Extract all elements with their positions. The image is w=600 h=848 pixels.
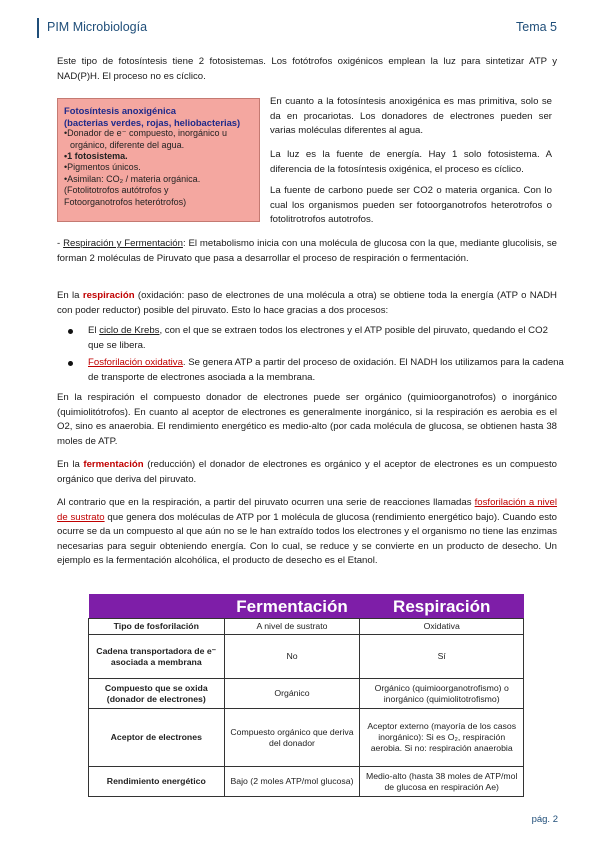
resp-ferm-prefix: -	[57, 238, 64, 249]
box-line: •Asimilan: CO₂ / materia orgánica.	[64, 173, 201, 184]
header-title: PIM Microbiología	[47, 20, 148, 34]
table-row	[89, 679, 524, 709]
respiracion-pre: En la	[57, 290, 83, 301]
list-item	[66, 356, 564, 385]
table-cell: A nivel de sustrato	[224, 619, 360, 635]
respiracion-post: (oxidación: paso de electrones de una molécula a otra) se obtiene toda la energía (ATP o NADH con poder reductor) posible del piruvato. Esto lo hace gracias a dos procesos:	[57, 290, 557, 316]
table-cell: Orgánico (quimioorganotrofismo) o inorgánico (quimiolitotrofismo)	[360, 679, 524, 709]
row-header: Cadena transportadora de e⁻ asociada a membrana	[89, 635, 225, 679]
contrario-post: que genera dos moléculas de ATP por 1 molécula de glucosa (rendimiento energético bajo). Cuando esto ocurre se da un compuesto al que aún no se le han extraído todos los electrones y el organismo no tiene las enzimas necesarias para seguir obteniendo energía. Con lo cual, se reduce y se convierte en un producto de desecho. Un ejemplo es la fermentación alcohólica, el producto de desecho es el Etanol.	[57, 511, 558, 567]
table-row	[89, 619, 524, 635]
bullet-dot-icon	[68, 329, 73, 334]
row-header: Compuesto que se oxida (donador de electrones)	[89, 679, 225, 709]
contrario-paragraph	[57, 496, 557, 569]
anoxygenic-summary-box	[57, 98, 260, 222]
table-row	[89, 767, 524, 797]
table-row	[89, 709, 524, 767]
right-column-p2: La luz es la fuente de energía. Hay 1 solo fotosistema. A diferencia de la fotosíntesis oxigénica, el proceso es cíclico.	[270, 149, 552, 175]
table-header-respiracion: Respiración	[360, 594, 524, 619]
donador-paragraph: En la respiración el compuesto donador de electrones puede ser orgánico (quimioorganotrofos) o inorgánico (quimiolitótrofos). En cuanto al aceptor de electrones es generalmente inorgánico, si la respiración es aerobia es el O2, sino es anaerobia. El rendimiento energético es medio-alto (por cada molécula de glucosa, se obtienen hasta 38 moles de ATP.	[57, 392, 557, 447]
table-cell: Orgánico	[224, 679, 360, 709]
box-line: •Donador de e⁻ compuesto, inorgánico u	[64, 128, 228, 139]
box-line: •Pigmentos únicos.	[64, 162, 141, 173]
contrario-pre: Al contrario que en la respiración, a partir del piruvato ocurren una serie de reacciones llamadas	[57, 497, 475, 508]
resp-ferm-text: : El metabolismo inicia con una molécula de glucosa con la que, mediante glucolisis, se forman 2 moléculas de Piruvato que pasa a desarrollar el proceso de respiración o fermentación.	[57, 238, 557, 264]
row-header: Aceptor de electrones	[89, 709, 225, 767]
header-accent-bar	[37, 18, 39, 38]
respiracion-keyword: respiración	[82, 290, 135, 301]
table-cell: Oxidativa	[360, 619, 524, 635]
krebs-link[interactable]: ciclo de Krebs	[99, 325, 160, 336]
header-tema: Tema 5	[516, 20, 557, 34]
fosforilacion-sustrato-link[interactable]: fosforilación a nivel de sustrato	[57, 497, 558, 523]
bullet-dot-icon	[68, 361, 73, 366]
resp-ferm-paragraph	[57, 237, 557, 266]
row-header: Rendimiento energético	[89, 767, 225, 797]
fermentacion-post: (reducción) el donador de electrones es orgánico y el aceptor de electrones es un compuesto orgánico que deriva del piruvato.	[57, 459, 557, 485]
comparison-table	[88, 594, 524, 797]
page-number: pág. 2	[531, 814, 558, 825]
fermentacion-pre: En la	[57, 459, 84, 470]
table-cell: Compuesto orgánico que deriva del donador	[224, 709, 360, 767]
bullet-post: , con el que se extraen todos los electrones y el ATP posible del piruvato, quedando el CO2 que se libera.	[88, 325, 548, 351]
table-cell: Aceptor externo (mayoría de los casos inorgánico): Si es O₂, respiración aerobia. Si no: respiración anaerobia	[360, 709, 524, 767]
table-header-fermentacion: Fermentación	[224, 594, 360, 619]
resp-ferm-label: Respiración y Fermentación	[63, 238, 183, 249]
table-row	[89, 635, 524, 679]
table-cell: Sí	[360, 635, 524, 679]
box-subtitle: (bacterias verdes, rojas, heliobacterias)	[64, 116, 241, 128]
respiracion-paragraph	[57, 289, 557, 318]
bullet-pre: El	[88, 325, 100, 336]
fermentacion-keyword: fermentación	[83, 459, 144, 470]
table-cell: Medio-alto (hasta 38 moles de ATP/mol de glucosa en respiración Ae)	[360, 767, 524, 797]
right-column-p3: La fuente de carbono puede ser CO2 o materia organica. Con lo cual los organismos pueden ser fotoorganotrofos heterotrofos o fotolitrotrofos autotrofos.	[270, 185, 552, 226]
row-header: Tipo de fosforilación	[89, 619, 225, 635]
table-header-row	[89, 594, 524, 619]
table-header-empty	[89, 594, 225, 619]
intro-paragraph: Este tipo de fotosíntesis tiene 2 fotosistemas. Los fotótrofos oxigénicos emplean la luz para sintetizar ATP y NAD(P)H. El proceso no es cíclico.	[57, 56, 557, 82]
table-cell: No	[224, 635, 360, 679]
box-title: Fotosíntesis anoxigénica	[64, 105, 177, 116]
list-item	[66, 324, 564, 353]
process-bullet-list	[66, 324, 564, 388]
fosforilacion-oxidativa-link[interactable]: Fosforilación oxidativa	[88, 357, 183, 369]
box-line: (Fotolitotrofos autótrofos y	[64, 185, 169, 196]
page-header	[37, 18, 557, 42]
box-line: •1 fotosistema.	[64, 151, 128, 161]
table-cell: Bajo (2 moles ATP/mol glucosa)	[224, 767, 360, 797]
right-column-p1: En cuanto a la fotosíntesis anoxigénica es mas primitiva, solo se da en procariotas. Los donadores de electrones pueden ser varias moléculas diferentes al agua.	[270, 96, 552, 137]
box-line: orgánico, diferente del agua.	[70, 139, 185, 150]
box-line: Fotoorganotrofos heterótrofos)	[64, 196, 187, 207]
fermentacion-paragraph	[57, 458, 557, 487]
bullet-post: . Se genera ATP a partir del proceso de oxidación. El NADH los utilizamos para la cadena de transporte de electrones asociada a la membrana.	[88, 357, 564, 383]
